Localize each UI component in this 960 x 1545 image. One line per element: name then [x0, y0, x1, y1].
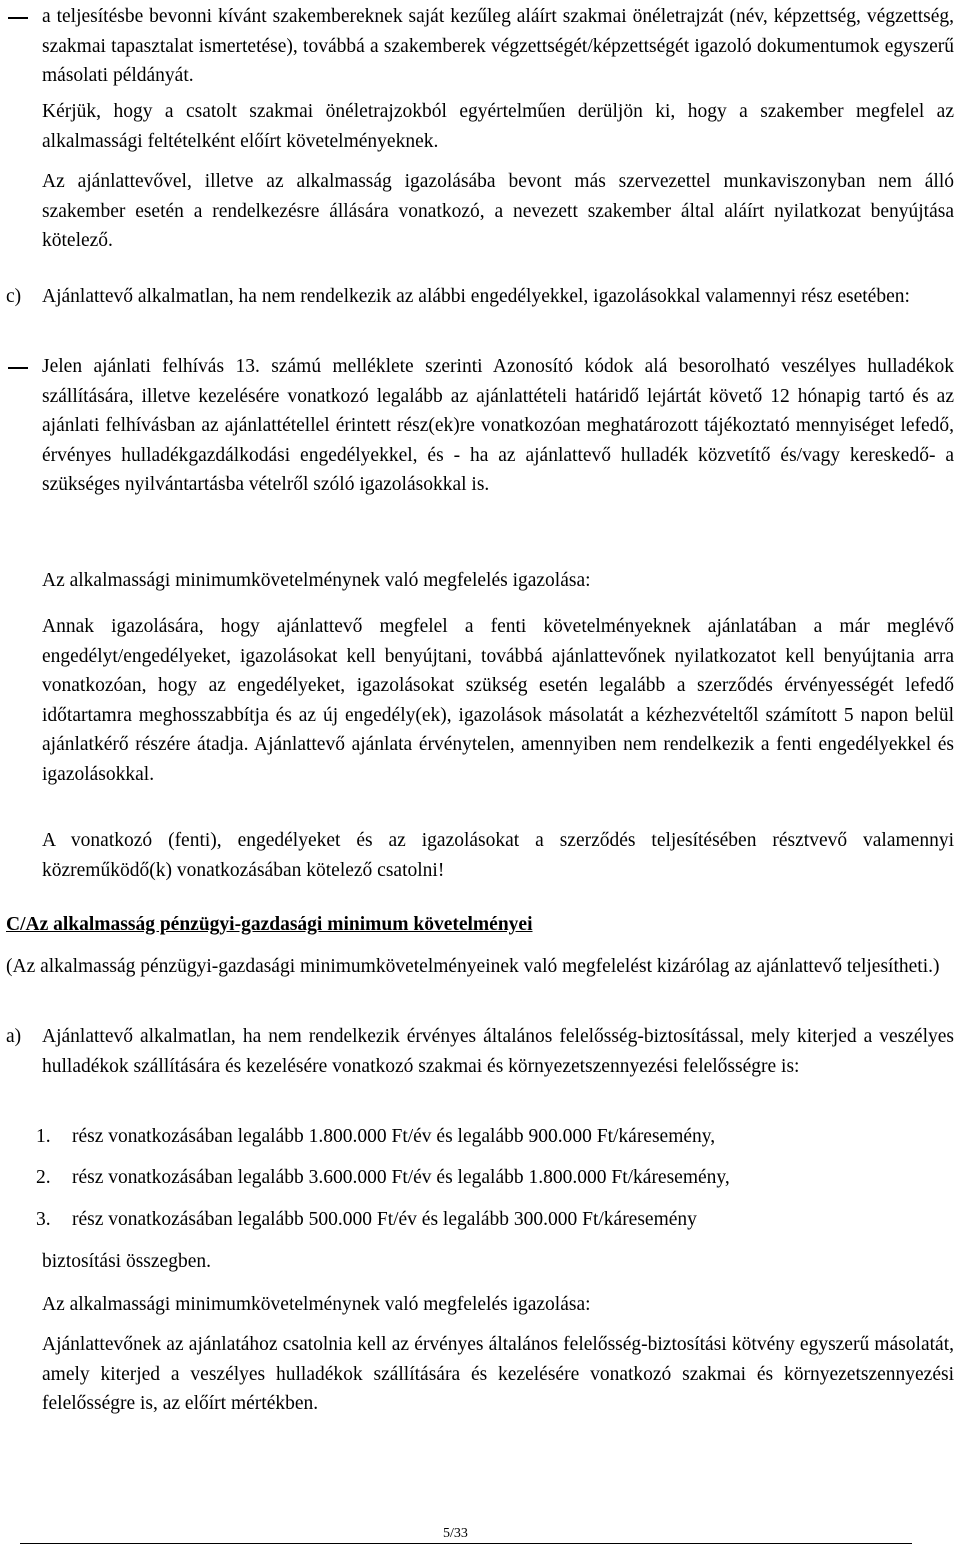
list-number: 2. — [36, 1167, 51, 1188]
item-c-text: Ajánlattevő alkalmatlan, ha nem rendelkezik az alábbi engedélyekkel, igazolásokkal valamennyi rész esetében: — [42, 286, 910, 307]
bullet-item-engedelyek: Jelen ajánlati felhívás 13. számú melléklete szerinti Azonosító kódok alá besorolható veszélyes hulladékok szállítására, illetve kezelésére vonatkozó legalább az ajánlattételi határidő lejártát követő 12 hónapig tartó és az ajánlati felhívásban az ajánlattétellel érintett rész(ek)re vonatkozóan meghatározott tájékoztató mennyiséget lefedő, érvényes hulladékgazdálkodási engedélyekkel, és - ha az ajánlattevő hulladék közvetítő és/vagy kereskedő- a szükséges nyilvántartásba vételről szóló igazolásokkal is. — [42, 356, 954, 495]
item-a-text: Ajánlattevő alkalmatlan, ha nem rendelkezik érvényes általános felelősség-biztosítással, mely kiterjed a veszélyes hulladékok szállítására és kezelésére vonatkozó szakmai és környezetszennyezési felelősségre is: — [42, 1026, 954, 1077]
list-item: rész vonatkozásában legalább 500.000 Ft/év és legalább 300.000 Ft/káresemény — [72, 1209, 697, 1230]
paragraph-kerjuk: Kérjük, hogy a csatolt szakmai önéletrajzokból egyértelműen derüljön ki, hogy a szakember megfelel az alkalmassági feltételként előírt követelményeknek. — [42, 101, 954, 152]
list-item: rész vonatkozásában legalább 1.800.000 Ft/év és legalább 900.000 Ft/káresemény, — [72, 1126, 716, 1147]
footer-rule — [20, 1543, 912, 1544]
list-item: rész vonatkozásában legalább 3.600.000 Ft/év és legalább 1.800.000 Ft/káresemény, — [72, 1167, 730, 1188]
section-heading-c: C/Az alkalmasság pénzügyi-gazdasági minimum követelményei — [6, 914, 533, 935]
item-c-label: c) — [6, 286, 22, 307]
igazolas-label: Az alkalmassági minimumkövetelménynek való megfelelés igazolása: — [42, 1294, 591, 1315]
list-number: 1. — [36, 1126, 51, 1147]
paragraph-zarojel: (Az alkalmasság pénzügyi-gazdasági minimumkövetelményeinek való megfelelést kizárólag az ajánlattevő teljesítheti.) — [6, 956, 940, 977]
page-number: 5/33 — [443, 1526, 468, 1541]
biztositasi-osszegben: biztosítási összegben. — [42, 1251, 211, 1272]
item-a-label: a) — [6, 1026, 22, 1047]
dash-bullet-icon — [8, 17, 28, 19]
list-number: 3. — [36, 1209, 51, 1230]
igazolas-label: Az alkalmassági minimumkövetelménynek való megfelelés igazolása: — [42, 570, 591, 591]
paragraph-vonatkozo: A vonatkozó (fenti), engedélyeket és az igazolásokat a szerződés teljesítésében résztvevő valamennyi közreműködő(k) vonatkozásában kötelező csatolni! — [42, 830, 954, 881]
paragraph-ajanlattevovel: Az ajánlattevővel, illetve az alkalmasság igazolásába bevont más szervezettel munkaviszonyban nem álló szakember esetén a rendelkezésre állására vonatkozó, a nevezett szakember által aláírt nyilatkozat benyújtása kötelező. — [42, 171, 954, 251]
paragraph-final: Ajánlattevőnek az ajánlatához csatolnia kell az érvényes általános felelősség-biztosítási kötvény egyszerű másolatát, amely kiterjed a veszélyes hulladékok szállítására és kezelésére vonatkozó szakmai és környezetszennyezési felelősségre is, az előírt mértékben. — [42, 1334, 954, 1414]
bullet-item-szakemberek: a teljesítésbe bevonni kívánt szakembereknek saját kezűleg aláírt szakmai önéletrajzát (név, képzettség, végzettség, szakmai tapasztalat ismertetése), továbbá a szakemberek végzettségét/képzettségét igazoló dokumentumok egyszerű másolati példányát. — [42, 6, 954, 86]
paragraph-annak-igazolasara: Annak igazolására, hogy ajánlattevő megfelel a fenti követelményeknek ajánlatában a már meglévő engedélyt/engedélyeket, igazolásokat kell benyújtani, továbbá ajánlattevőnek nyilatkozatot kell benyújtania arra vonatkozóan, hogy az engedélyeket, igazolásokat szükség esetén legalább a szerződés érvényességét lefedő időtartamra meghosszabbítja és az új engedély(ek), igazolások másolatát a kézhezvételtől számított 5 napon belül ajánlatkérő részére átadja. Ajánlattevő ajánlata érvénytelen, amennyiben nem rendelkezik a fenti engedélyekkel és igazolásokkal. — [42, 616, 954, 785]
dash-bullet-icon — [8, 367, 28, 369]
